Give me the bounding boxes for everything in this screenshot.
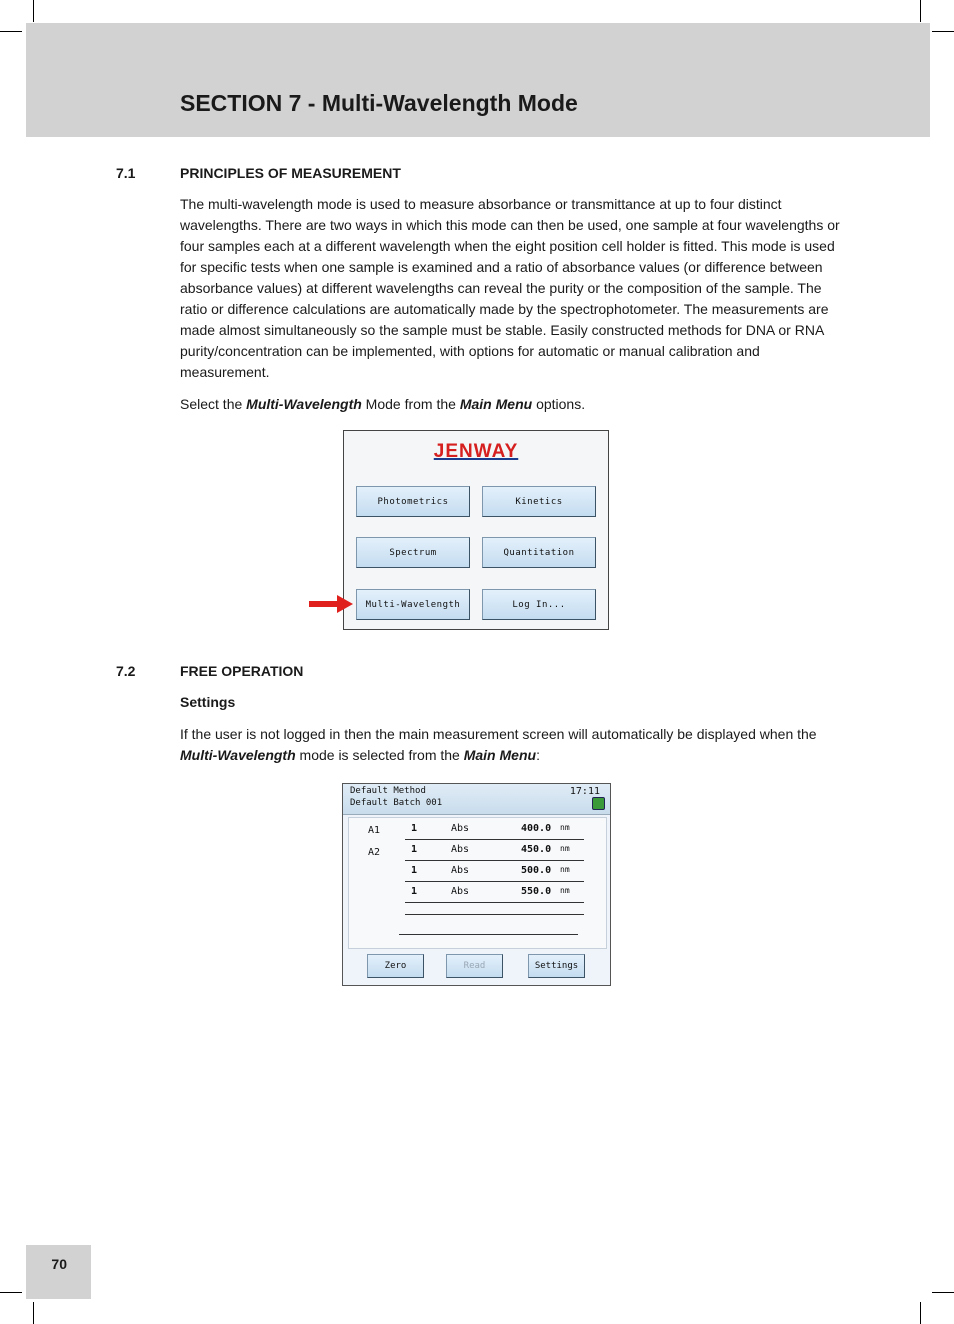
text-run: Mode from the — [361, 396, 460, 412]
emphasis-term: Multi-Wavelength — [246, 396, 362, 412]
a1-label: A1 — [368, 825, 381, 836]
settings-paragraph — [180, 724, 840, 766]
select-instruction — [180, 394, 840, 415]
wavelength: 500.0 — [521, 865, 552, 876]
page-number: 70 — [51, 1256, 67, 1272]
printer-icon[interactable] — [592, 797, 605, 810]
unit: nm — [560, 865, 570, 874]
section-title: SECTION 7 - Multi-Wavelength Mode — [180, 90, 578, 116]
wavelength-row[interactable] — [405, 860, 584, 882]
crop-mark — [920, 1302, 921, 1324]
quantitation-button[interactable]: Quantitation — [482, 537, 596, 568]
unit: nm — [560, 886, 570, 895]
section-heading: FREE OPERATION — [180, 663, 304, 679]
page-number-box — [26, 1245, 91, 1299]
unit: nm — [560, 823, 570, 832]
emphasis-term: Multi-Wavelength — [180, 747, 296, 763]
wavelength: 450.0 — [521, 844, 552, 855]
crop-mark — [920, 0, 921, 22]
principles-paragraph: The multi-wavelength mode is used to measure absorbance or transmittance at up to four distinct wavelengths. There are two ways in which this mode can then be used, one sample at four wavelengths or four samples each at a different wavelength when the eight position cell holder is fitted. This mode is used for specific tests when one sample is examined and a ratio of absorbance values (or difference between absorbance values) at different wavelengths can reveal the purity or the composition of the sample. The ratio or difference calculations are automatically made by the spectrophotometer. The measurements are made almost simultaneously so the sample must be stable. Easily constructed methods for DNA or RNA purity/concentration can be implemented, with options for automatic or manual calibration and measurement. — [180, 196, 840, 380]
multi-wavelength-button[interactable]: Multi-Wavelength — [356, 589, 470, 620]
factor: 1 — [411, 886, 418, 897]
mode: Abs — [451, 886, 470, 897]
section-heading: PRINCIPLES OF MEASUREMENT — [180, 165, 401, 181]
wavelength: 550.0 — [521, 886, 552, 897]
wavelength-row[interactable] — [405, 881, 584, 903]
text-run: Select the — [180, 396, 247, 412]
kinetics-button[interactable]: Kinetics — [482, 486, 596, 517]
factor: 1 — [411, 823, 418, 834]
batch-name: Default Batch 001 — [350, 798, 443, 808]
settings-button[interactable]: Settings — [528, 954, 585, 978]
mode: Abs — [451, 844, 470, 855]
crop-mark — [932, 1292, 954, 1293]
wavelength: 400.0 — [521, 823, 552, 834]
emphasis-term: Main Menu — [463, 747, 537, 763]
main-menu-screenshot — [343, 430, 609, 630]
photometrics-button[interactable]: Photometrics — [356, 486, 470, 517]
wavelength-row[interactable] — [405, 818, 584, 840]
emphasis-term: Main Menu — [459, 396, 533, 412]
empty-row — [405, 902, 584, 915]
a2-label: A2 — [368, 847, 381, 858]
crop-mark — [0, 31, 22, 32]
section-number: 7.2 — [116, 663, 136, 679]
crop-mark — [33, 0, 34, 22]
unit: nm — [560, 844, 570, 853]
text-run: If the user is not logged in then the main measurement screen will automatically be displayed when the — [180, 726, 817, 742]
text-run: : — [536, 747, 540, 763]
zero-button[interactable]: Zero — [367, 954, 424, 978]
text-run: mode is selected from the — [295, 747, 464, 763]
wavelength-panel — [348, 817, 607, 949]
jenway-logo: JENWAY — [433, 441, 519, 462]
section-number: 7.1 — [116, 165, 136, 181]
result-line — [399, 934, 578, 935]
factor: 1 — [411, 865, 418, 876]
method-name: Default Method — [350, 786, 426, 796]
log-in-button[interactable]: Log In... — [482, 589, 596, 620]
red-arrow-icon — [309, 595, 353, 613]
crop-mark — [33, 1302, 34, 1324]
factor: 1 — [411, 844, 418, 855]
status-bar — [343, 784, 610, 815]
settings-subheading: Settings — [180, 694, 236, 710]
measurement-screenshot — [342, 783, 611, 986]
mode: Abs — [451, 865, 470, 876]
wavelength-row[interactable] — [405, 839, 584, 861]
read-button[interactable]: Read — [446, 954, 503, 978]
crop-mark — [0, 1292, 22, 1293]
mode: Abs — [451, 823, 470, 834]
clock-time: 17:11 — [569, 786, 600, 797]
text-run: options. — [532, 396, 586, 412]
crop-mark — [932, 31, 954, 32]
spectrum-button[interactable]: Spectrum — [356, 537, 470, 568]
header-band — [26, 23, 930, 137]
